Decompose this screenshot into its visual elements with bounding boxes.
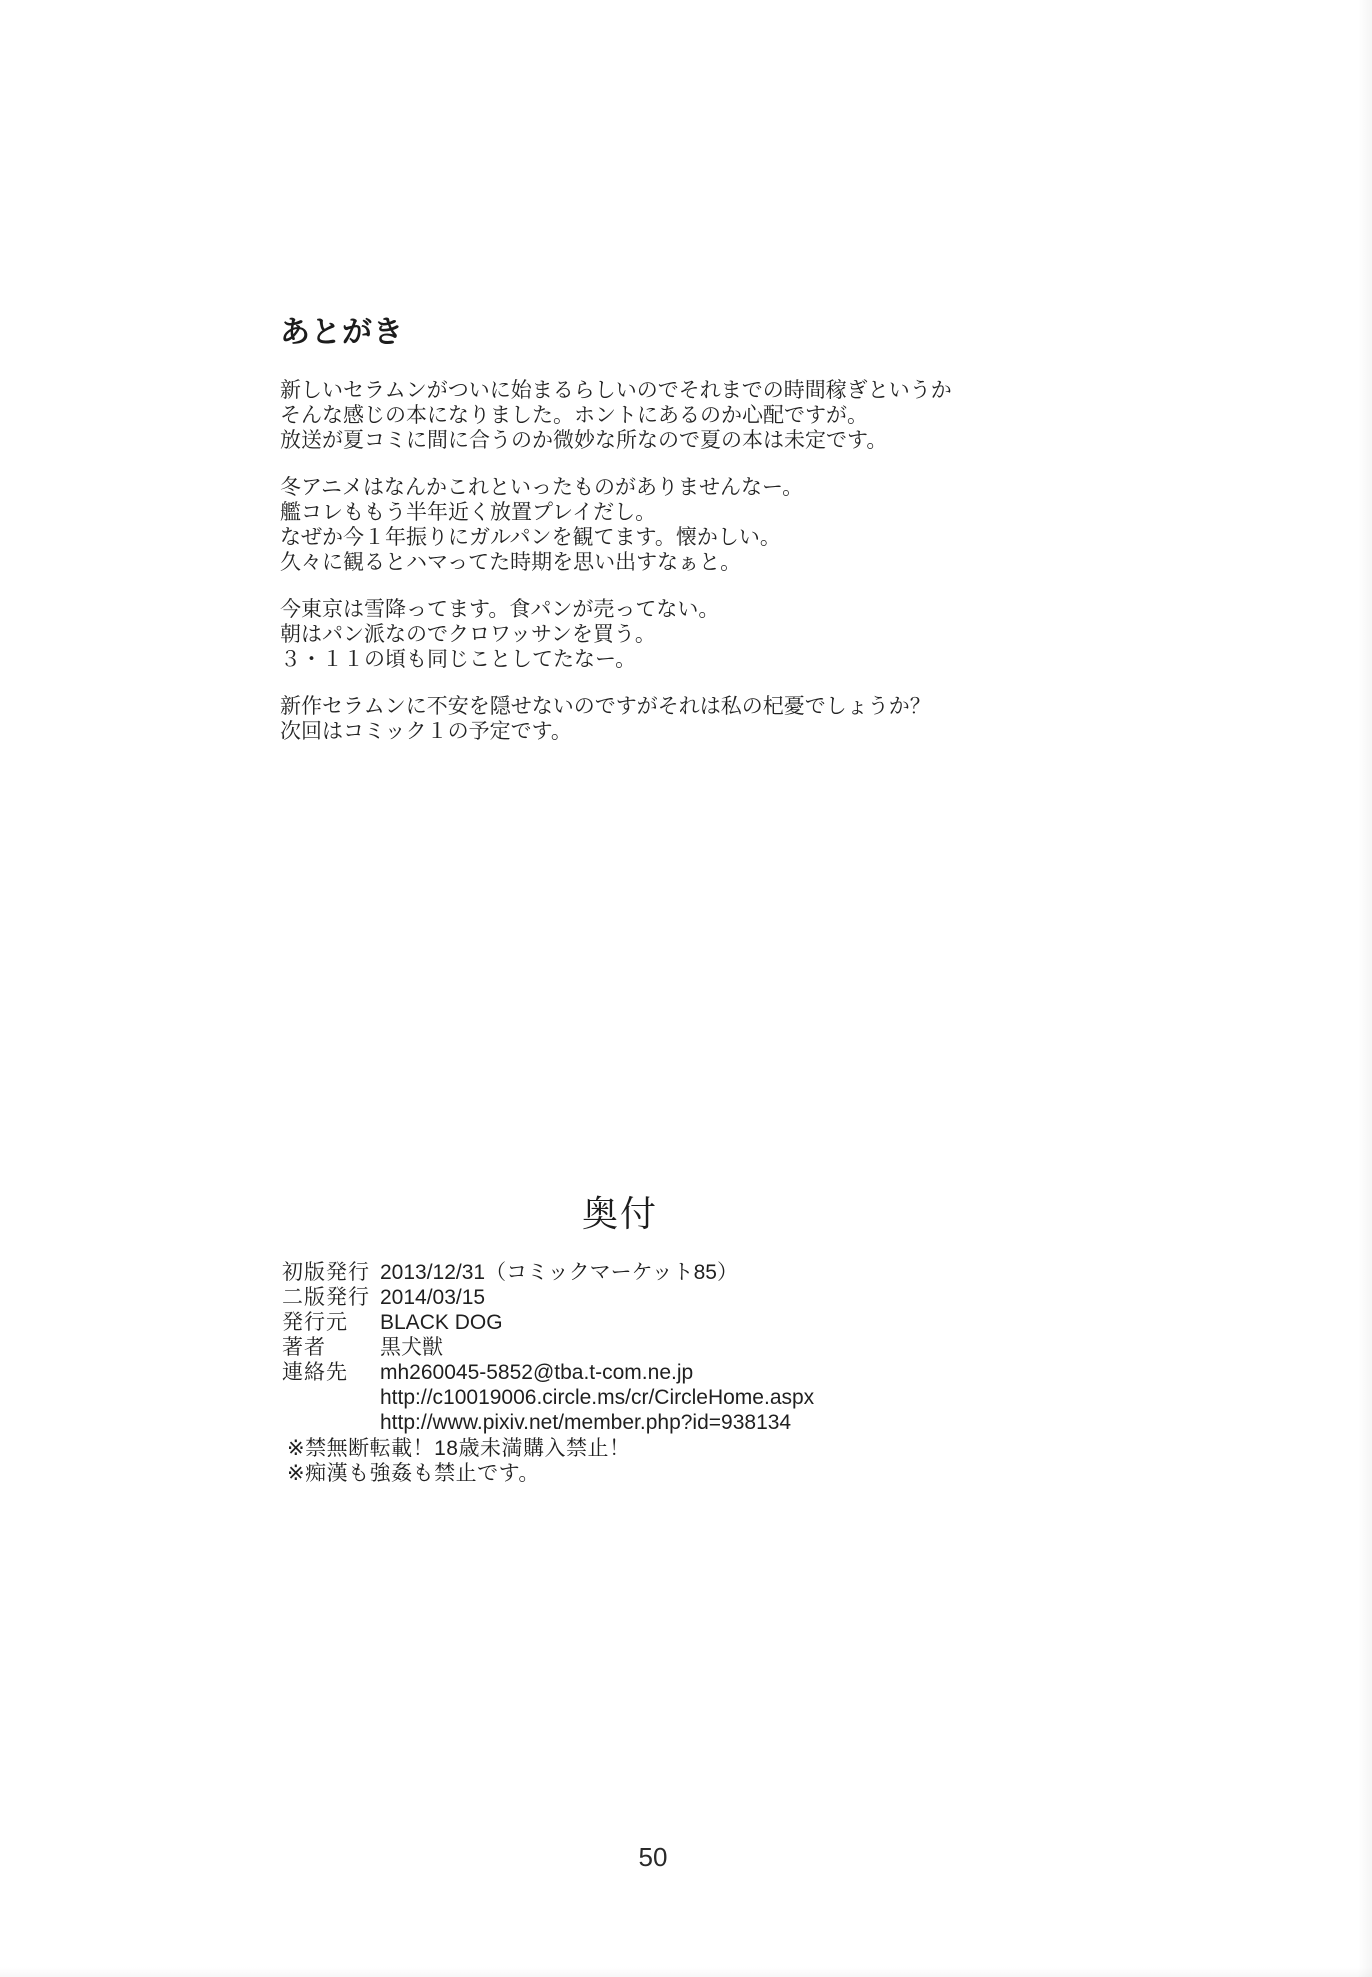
afterword-title: あとがき bbox=[280, 316, 404, 349]
colophon-label: 発行元 bbox=[282, 1311, 348, 1334]
afterword-line: 久々に観るとハマってた時期を思い出すなぁと。 bbox=[280, 551, 742, 574]
afterword-body bbox=[280, 378, 952, 744]
colophon-row bbox=[282, 1360, 1062, 1385]
scan-edge-bottom bbox=[0, 1967, 1372, 1977]
afterword-line: ３・１１の頃も同じことしてたなー。 bbox=[280, 648, 637, 671]
colophon-value: 2013/12/31（コミックマーケット85） bbox=[380, 1261, 738, 1284]
colophon-label bbox=[282, 1410, 380, 1435]
colophon-value: http://www.pixiv.net/member.php?id=938134 bbox=[380, 1411, 792, 1434]
colophon-label: 初版発行 bbox=[282, 1261, 370, 1284]
afterword-paragraph bbox=[280, 694, 952, 744]
colophon-row bbox=[282, 1385, 1062, 1410]
colophon-row bbox=[282, 1310, 1062, 1335]
afterword-paragraph bbox=[280, 597, 952, 672]
afterword-line: 今東京は雪降ってます。食パンが売ってない。 bbox=[280, 598, 720, 621]
colophon-row bbox=[282, 1285, 1062, 1310]
colophon-section bbox=[282, 1192, 1062, 1486]
afterword-paragraph bbox=[280, 378, 952, 453]
colophon-value: 黒犬獣 bbox=[380, 1336, 443, 1359]
afterword-paragraph bbox=[280, 475, 952, 575]
page-number: 50 bbox=[638, 1842, 668, 1872]
colophon-label: 二版発行 bbox=[282, 1286, 370, 1309]
afterword-line: 朝はパン派なのでクロワッサンを買う。 bbox=[280, 623, 656, 646]
afterword-section bbox=[280, 314, 952, 766]
colophon-title: 奥付 bbox=[581, 1193, 658, 1234]
colophon-notice: ※痴漢も強姦も禁止です。 bbox=[287, 1462, 540, 1485]
colophon-notices bbox=[287, 1436, 1062, 1486]
afterword-line: 冬アニメはなんかこれといったものがありませんなー。 bbox=[280, 476, 804, 499]
afterword-line: なぜか今１年振りにガルパンを観てます。懐かしい。 bbox=[280, 526, 781, 549]
colophon-value: 2014/03/15 bbox=[380, 1286, 486, 1309]
colophon-value: BLACK DOG bbox=[380, 1311, 503, 1334]
colophon-label bbox=[282, 1385, 380, 1410]
colophon-row bbox=[282, 1335, 1062, 1360]
scan-edge-right bbox=[1358, 0, 1372, 1977]
colophon-label: 著者 bbox=[282, 1336, 326, 1359]
afterword-line: 艦コレももう半年近く放置プレイだし。 bbox=[280, 501, 657, 524]
afterword-line: 放送が夏コミに間に合うのか微妙な所なので夏の本は未定です。 bbox=[280, 429, 888, 452]
colophon-label: 連絡先 bbox=[282, 1361, 348, 1384]
colophon-row bbox=[282, 1260, 1062, 1285]
afterword-line: そんな感じの本になりました。ホントにあるのか心配ですが。 bbox=[280, 404, 868, 427]
afterword-line: 新作セラムンに不安を隠せないのですがそれは私の杞憂でしょうか？ bbox=[280, 695, 931, 718]
afterword-line: 次回はコミック１の予定です。 bbox=[280, 720, 572, 743]
colophon-table bbox=[282, 1260, 1062, 1435]
afterword-line: 新しいセラムンがついに始まるらしいのでそれまでの時間稼ぎというか bbox=[280, 379, 952, 402]
colophon-value: mh260045-5852@tba.t-com.ne.jp bbox=[380, 1361, 694, 1384]
colophon-row bbox=[282, 1410, 1062, 1435]
colophon-notice: ※禁無断転載！18歳未満購入禁止！ bbox=[287, 1437, 631, 1460]
colophon-value: http://c10019006.circle.ms/cr/CircleHome.aspx bbox=[380, 1386, 815, 1409]
